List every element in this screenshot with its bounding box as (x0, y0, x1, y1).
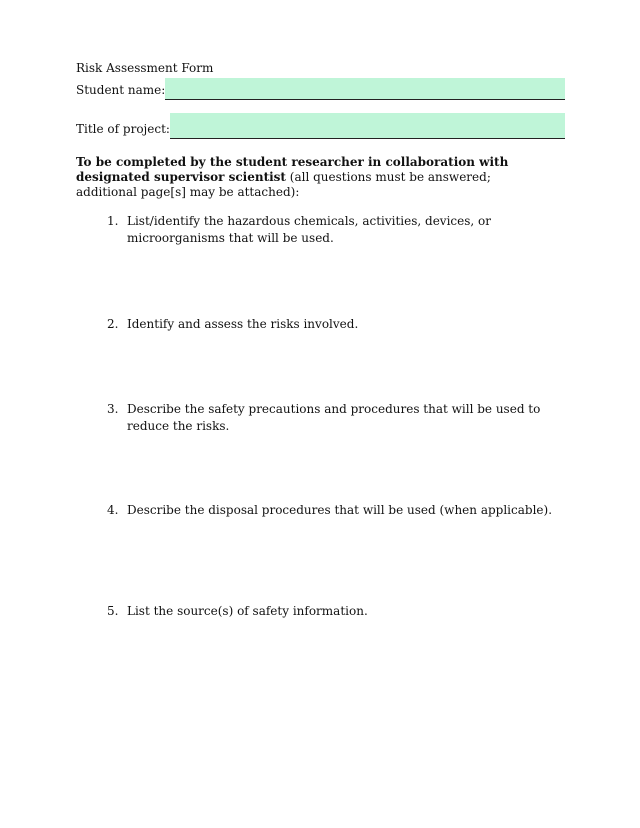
question-number: 2. (107, 317, 119, 331)
question-text: Describe the safety precautions and procedures that will be used to reduce the risks. (127, 402, 541, 433)
project-title-input[interactable] (170, 113, 565, 139)
question-text: List/identify the hazardous chemicals, activities, devices, or microorganisms that will be used. (127, 214, 491, 245)
instructions-normal-text: (all questions must be answered; additional page[s] may be attached): (76, 170, 491, 199)
project-title-label: Title of project: (76, 122, 170, 136)
question-number: 1. (107, 214, 119, 228)
question-number: 4. (107, 503, 119, 517)
student-name-input[interactable] (165, 78, 565, 100)
student-name-row (76, 78, 565, 100)
question-item (100, 603, 562, 620)
form-title: Risk Assessment Form (76, 61, 214, 75)
question-item (100, 213, 562, 247)
question-item (100, 502, 562, 519)
instructions-bold-text: To be completed by the student researcher in collaboration with designated supervisor scientist (76, 155, 509, 184)
question-number: 3. (107, 402, 119, 416)
question-text: Describe the disposal procedures that will be used (when applicable). (127, 503, 553, 517)
question-text: Identify and assess the risks involved. (127, 317, 359, 331)
student-name-label: Student name: (76, 83, 166, 97)
question-item (100, 401, 562, 435)
instructions-paragraph (76, 155, 528, 200)
project-title-row (76, 117, 565, 139)
question-number: 5. (107, 604, 119, 618)
question-text: List the source(s) of safety information. (127, 604, 368, 618)
question-item (100, 316, 562, 333)
